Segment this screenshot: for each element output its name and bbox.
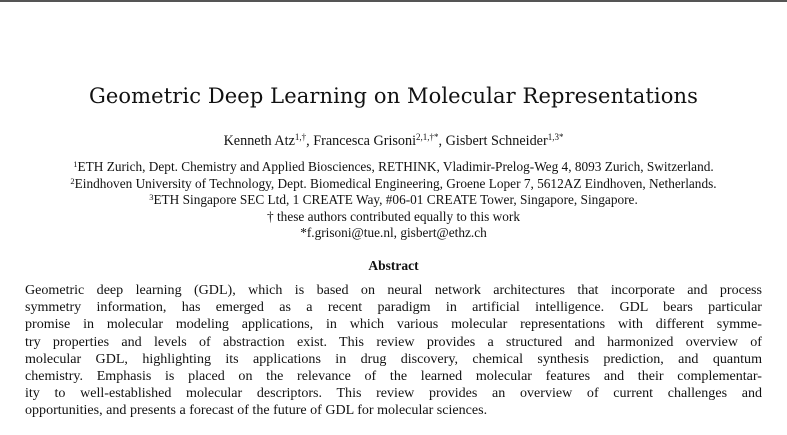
affiliation-mark: 3 xyxy=(149,192,154,202)
paper-title: Geometric Deep Learning on Molecular Representations xyxy=(89,84,698,108)
author-list xyxy=(0,133,787,150)
author-3 xyxy=(446,133,564,149)
affiliations xyxy=(0,159,787,242)
contact-emails[interactable]: *f.grisoni@tue.nl, gisbert@ethz.ch xyxy=(300,225,487,240)
abstract-line: try properties and levels of abstraction exist. This review provides a structured and harmonized overview of xyxy=(25,333,762,350)
affiliation-2 xyxy=(0,176,787,193)
affiliation-3 xyxy=(0,192,787,209)
author-marks: 2,1,†* xyxy=(416,132,439,142)
affiliation-mark: 2 xyxy=(70,175,75,186)
author-marks: 1,3* xyxy=(547,132,564,142)
abstract-line: symmetry information, has emerged as a recent paradigm in artificial intelligence. GDL bears particular xyxy=(25,299,762,316)
affiliation-text: ETH Zurich, Dept. Chemistry and Applied Biosciences, RETHINK, Vladimir-Prelog-Weg 4, 8093 Zurich, Switzerland. xyxy=(77,159,714,174)
abstract-line: Geometric deep learning (GDL), which is based on neural network architectures that incorporate and process xyxy=(25,282,762,298)
affiliation-mark: 1 xyxy=(73,159,78,169)
author-name: Kenneth Atz xyxy=(223,133,295,149)
abstract-line: promise in molecular modeling applications, in which various molecular representations with different symme- xyxy=(25,316,762,333)
affiliation-text: Eindhoven University of Technology, Dept. Biomedical Engineering, Groene Loper 7, 5612AZ Eindhoven, Netherlands. xyxy=(74,175,717,191)
author-separator: , xyxy=(438,133,446,149)
abstract-line: ity to well-established molecular descriptors. This review provides an overview of current challenges and xyxy=(25,385,762,402)
affiliation-text: ETH Singapore SEC Ltd, 1 CREATE Way, #06-01 CREATE Tower, Singapore, Singapore. xyxy=(153,192,638,207)
affiliation-1 xyxy=(0,159,787,176)
author-separator: , xyxy=(306,133,314,149)
author-name: Gisbert Schneider xyxy=(445,133,548,149)
author-1 xyxy=(224,133,314,149)
abstract-body xyxy=(25,282,762,420)
equal-contribution-note: † these authors contributed equally to this work xyxy=(267,208,520,224)
author-2 xyxy=(313,133,445,149)
author-marks: 1,† xyxy=(294,132,307,142)
abstract-line: molecular GDL, highlighting its applications in drug discovery, chemical synthesis prediction, and quantum xyxy=(25,350,762,367)
abstract-line: chemistry. Emphasis is placed on the relevance of the learned molecular features and their complementar- xyxy=(25,368,762,385)
abstract-line: opportunities, and presents a forecast of the future of GDL for molecular sciences. xyxy=(25,402,488,419)
author-name: Francesca Grisoni xyxy=(313,133,417,149)
abstract-heading: Abstract xyxy=(368,258,419,273)
